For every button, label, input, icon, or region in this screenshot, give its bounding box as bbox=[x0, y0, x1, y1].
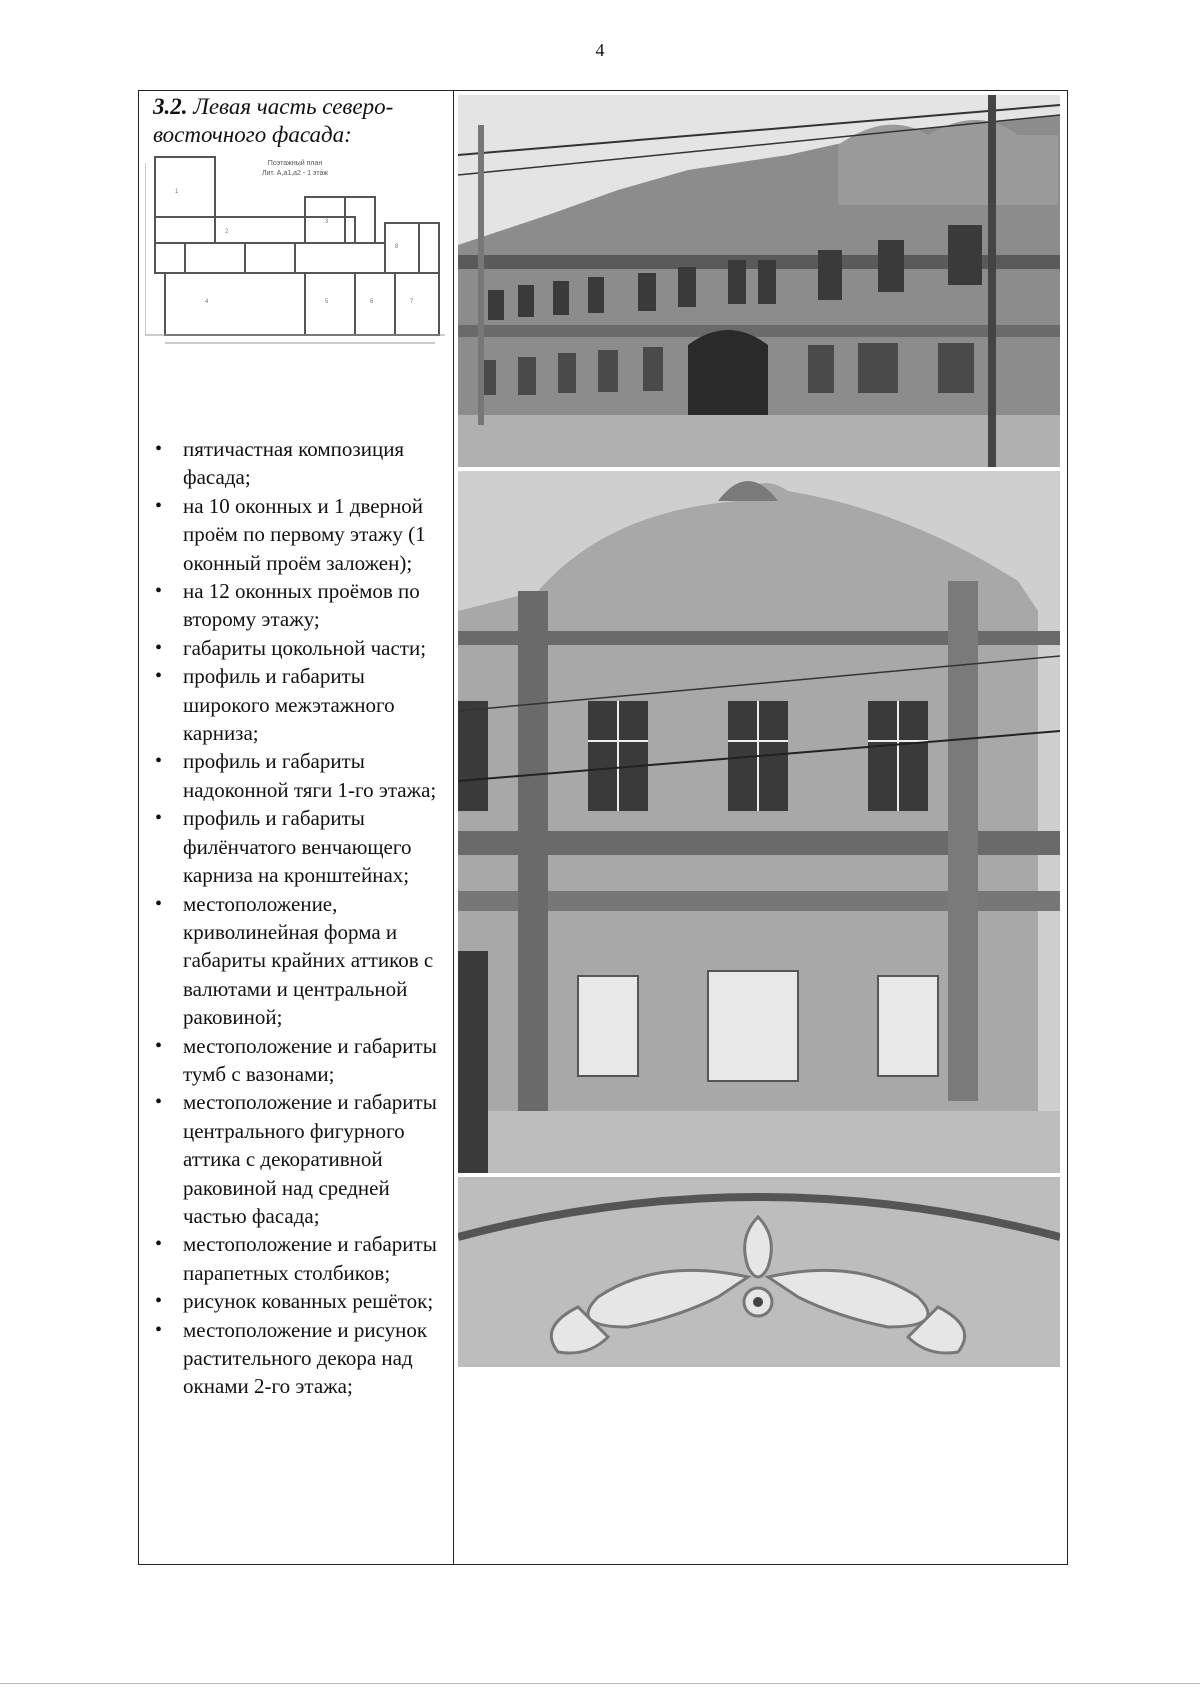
list-item: • профиль и габариты широкого межэтажного карниза; bbox=[139, 662, 453, 747]
svg-text:4: 4 bbox=[205, 299, 209, 305]
list-item: • пятичастная композиция фасада; bbox=[139, 435, 453, 492]
svg-text:7: 7 bbox=[410, 299, 414, 305]
protected-features-list bbox=[139, 435, 453, 1401]
svg-text:3: 3 bbox=[325, 219, 329, 225]
facade-photo bbox=[458, 95, 1060, 467]
svg-text:6: 6 bbox=[370, 299, 374, 305]
ornament-photo bbox=[458, 1177, 1060, 1367]
floor-plan-caption-1: Поэтажный план bbox=[267, 160, 323, 167]
page-number: 4 bbox=[595, 40, 605, 60]
list-item: • профиль и габариты надоконной тяги 1-го этажа; bbox=[139, 747, 453, 804]
list-item: • на 12 оконных проёмов по второму этажу; bbox=[139, 577, 453, 634]
list-item: • местоположение и габариты тумб с вазонами; bbox=[139, 1032, 453, 1089]
footer-line bbox=[0, 1683, 1200, 1684]
facade-detail-photo bbox=[458, 471, 1060, 1173]
list-item: • местоположение и габариты центрального фигурного аттика с декоративной раковиной над средней частью фасада; bbox=[139, 1088, 453, 1230]
section-title-text: Левая часть северо-восточного фасада: bbox=[153, 94, 394, 147]
list-item: • рисунок кованных решёток; bbox=[139, 1287, 453, 1315]
list-item: • местоположение и рисунок растительного декора над окнами 2-го этажа; bbox=[139, 1316, 453, 1401]
left-column bbox=[139, 91, 453, 1564]
svg-text:5: 5 bbox=[325, 299, 329, 305]
section-number: 3.2. bbox=[153, 94, 188, 119]
list-item: • профиль и габариты филёнчатого венчающего карниза на кронштейнах; bbox=[139, 804, 453, 889]
floor-plan-caption-2: Лит. А,а1,а2 - 1 этаж bbox=[261, 170, 329, 177]
svg-text:1: 1 bbox=[175, 189, 179, 195]
svg-text:8: 8 bbox=[395, 244, 399, 250]
list-item: • габариты цокольной части; bbox=[139, 634, 453, 662]
svg-text:2: 2 bbox=[225, 229, 229, 235]
document-table bbox=[138, 90, 1068, 1565]
right-column bbox=[454, 91, 1068, 1564]
floor-plan-image bbox=[145, 153, 445, 425]
list-item: • на 10 оконных и 1 дверной проём по первому этажу (1 оконный проём заложен); bbox=[139, 492, 453, 577]
list-item: • местоположение, криволинейная форма и габариты крайних аттиков с валютами и центральной раковиной; bbox=[139, 890, 453, 1032]
list-item: • местоположение и габариты парапетных столбиков; bbox=[139, 1230, 453, 1287]
section-title bbox=[153, 93, 443, 149]
